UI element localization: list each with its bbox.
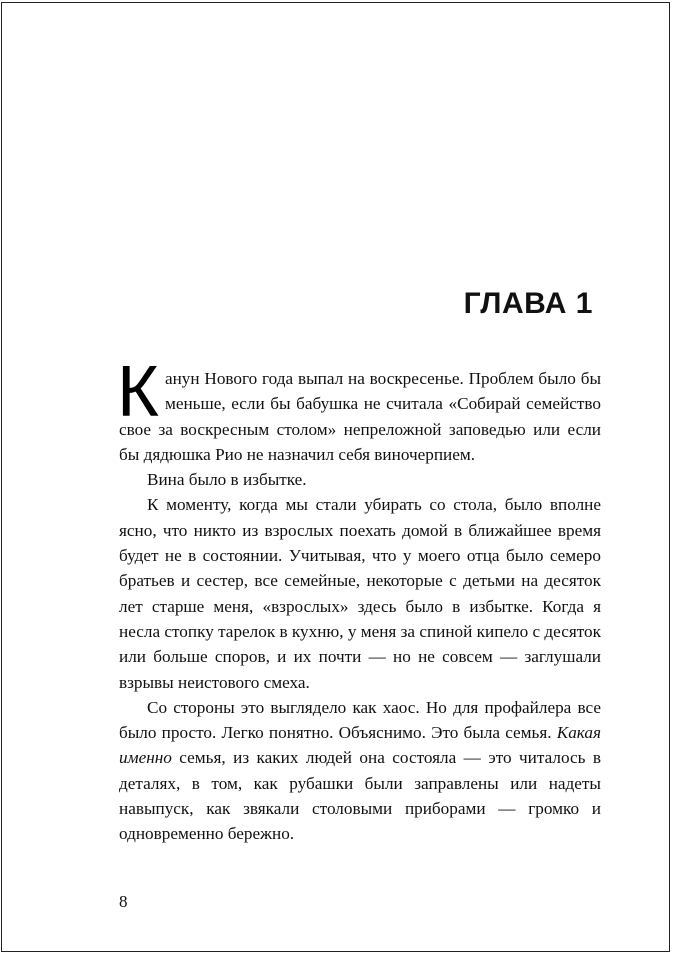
paragraph-text: Вина было в избытке. xyxy=(147,470,307,490)
paragraph xyxy=(119,467,601,492)
body-text xyxy=(117,352,601,847)
book-page xyxy=(1,2,670,952)
paragraph xyxy=(119,492,601,694)
page-number: 8 xyxy=(119,892,128,911)
paragraph-text: К моменту, когда мы стали убирать со стола, было вполне ясно, что никто из взрослых поехать домой в ближайшее время будет не в состоянии. Учитывая, что у моего отца было семеро братьев и сестер, все семейные, некоторые с детьми на десяток лет старше меня, «взрослых» здесь было в избытке. Когда я несла стопку тарелок в кухню, у меня за спиной кипело с десяток или больше споров, и их почти — но не совсем — заглушали взрывы неистового смеха. xyxy=(119,495,601,692)
paragraph xyxy=(117,352,601,467)
paragraph-text: семья, из каких людей она состояла — это читалось в деталях, в том, как рубашки были заправлены или надеты навыпуск, как звякали столовыми приборами — громко и одновременно бережно. xyxy=(119,748,601,844)
paragraph-text: анун Нового года выпал на воскресенье. Проблем было бы меньше, если бы бабушка не считала «Собирай семейство свое за воскресным столом» непреложной заповедью или если бы дядюшка Рио не назначил себя виночерпием. xyxy=(119,369,601,464)
paragraph-text: Со стороны это выглядело как хаос. Но для профайлера все было просто. Легко понятно. Объяснимо. Это была семья. xyxy=(119,697,601,743)
drop-cap: К xyxy=(117,352,159,432)
chapter-title: ГЛАВА 1 xyxy=(463,287,593,320)
italic-emphasis: Какая именно xyxy=(119,723,601,768)
paragraph xyxy=(119,695,601,847)
